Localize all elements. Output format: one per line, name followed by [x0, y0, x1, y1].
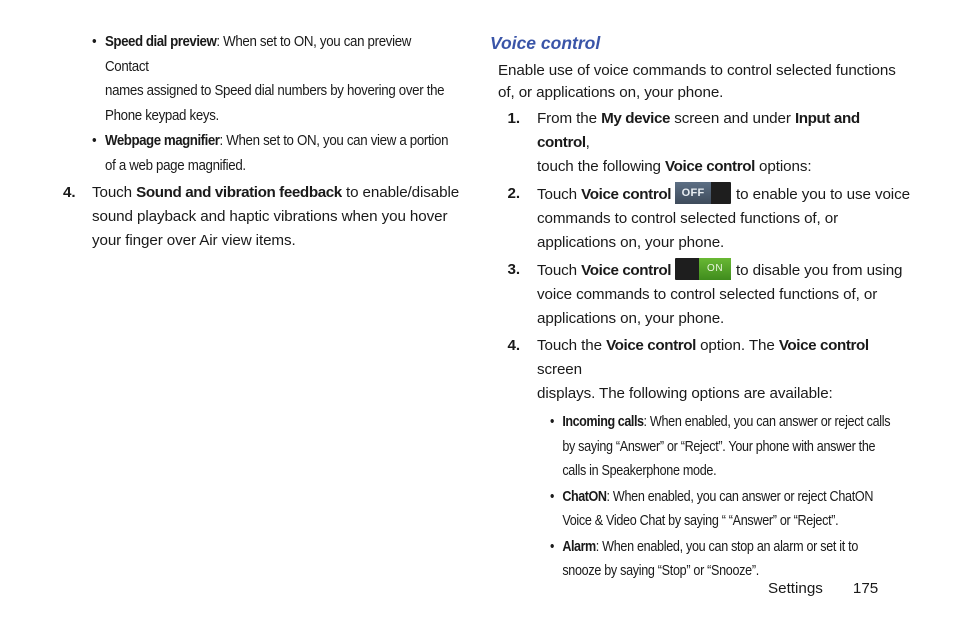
- option-term: ChatON: [562, 488, 607, 505]
- step-3: 3. Touch Voice control ON to disable you from using voice commands to control selected functions of, or applications on, your phone.: [490, 258, 910, 331]
- toggle-off-label: OFF: [675, 182, 711, 204]
- bullet-dot: •: [92, 133, 97, 149]
- step-2: 2. Touch Voice control OFF to enable you to use voice commands to control selected functions of, or applications on, your phone.: [490, 182, 910, 255]
- step-4: 4. Touch the Voice control option. The Voice control screen displays. The following options are available:: [490, 334, 910, 406]
- option-alarm: • Alarm: When enabled, you can stop an alarm or set it to snooze by saying “Stop” or “Snooze”.: [550, 535, 914, 584]
- section-intro: Enable use of voice commands to control selected functions of, or applications on, your phone.: [498, 62, 896, 101]
- right-column: [490, 30, 910, 584]
- step-number: 4.: [63, 184, 76, 201]
- bullet-term: Webpage magnifier: [105, 133, 220, 149]
- bullet-speed-dial-preview: • Speed dial preview: When set to ON, you can preview Contact names assigned to Speed dial numbers by hovering over the Phone keypad keys.: [92, 30, 449, 128]
- step-number: 3.: [507, 261, 520, 278]
- bullet-term: Speed dial preview: [105, 34, 217, 50]
- page-number: 175: [852, 580, 879, 597]
- step-1: 1. From the My device screen and under Input and control, touch the following Voice control options:: [490, 107, 910, 179]
- option-term: Incoming calls: [562, 414, 644, 430]
- left-column: [60, 30, 460, 253]
- voice-control-toggle-off: [675, 182, 731, 204]
- option-incoming-calls: • Incoming calls: When enabled, you can answer or reject calls by saying “Answer” or “Reject”. Your phone with answer the calls in Speakerphone mode.: [550, 410, 914, 484]
- step-number: 4.: [507, 337, 520, 354]
- sub-bullet-list: [92, 30, 460, 178]
- step-number: 2.: [507, 185, 520, 202]
- option-chaton: • ChatON: When enabled, you can answer or reject ChatON Voice & Video Chat by saying “ “Answer” or “Reject”.: [550, 485, 914, 534]
- bullet-dot: •: [550, 414, 555, 430]
- option-list: [550, 410, 910, 584]
- bullet-webpage-magnifier: • Webpage magnifier: When set to ON, you can view a portion of a web page magnified.: [92, 129, 449, 178]
- option-term: Alarm: [562, 538, 596, 555]
- step-4-left: 4. Touch Sound and vibration feedback to enable/disable sound playback and haptic vibrations when you hover your finger over Air view items.: [60, 181, 460, 253]
- toggle-on-label: ON: [699, 258, 731, 280]
- page-footer: [768, 578, 878, 600]
- term-sound-vibration: Sound and vibration feedback: [136, 184, 342, 201]
- bullet-dot: •: [550, 488, 555, 505]
- bullet-dot: •: [550, 538, 555, 555]
- footer-section-name: Settings: [768, 580, 823, 597]
- voice-control-toggle-on: [675, 258, 731, 280]
- bullet-dot: •: [92, 34, 97, 50]
- section-title: Voice control: [490, 33, 601, 53]
- step-number: 1.: [507, 110, 520, 127]
